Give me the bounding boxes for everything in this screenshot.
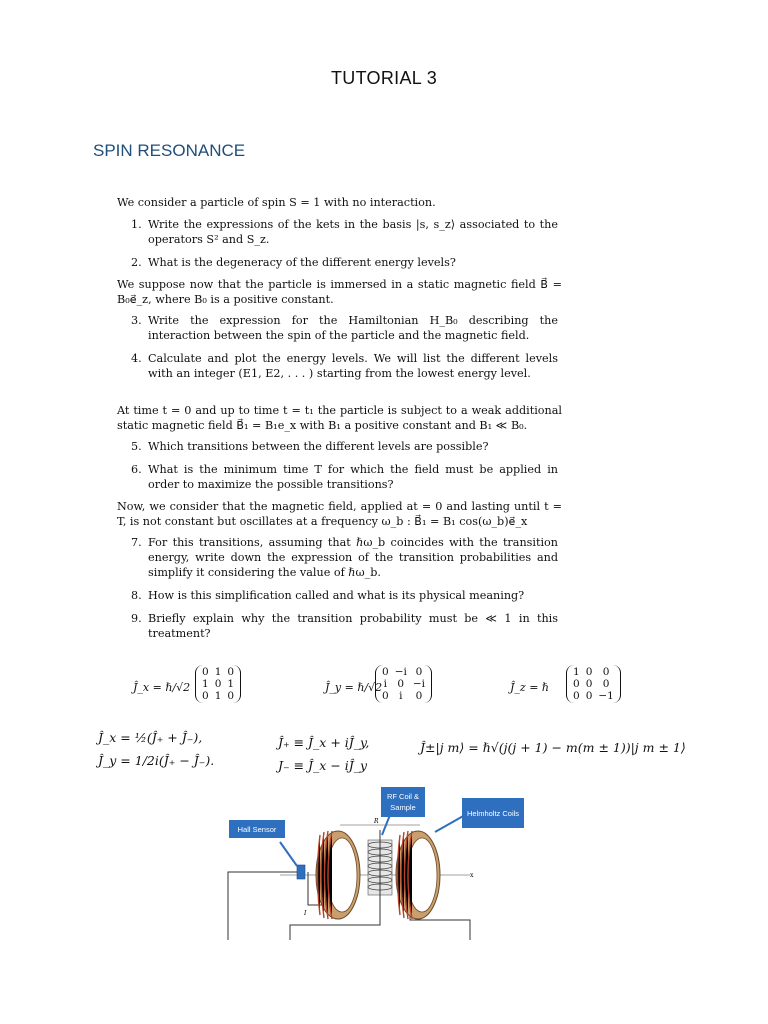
formula-jx: Ĵ_x = ½(Ĵ₊ + Ĵ₋), bbox=[98, 730, 203, 745]
matrix-cell: 0 bbox=[585, 666, 593, 678]
x-axis-label: x bbox=[470, 872, 474, 879]
question-text: Calculate and plot the energy levels. We will list the different levels with an integer (E1, E2, . . . ) starting from the lowest energy level. bbox=[148, 352, 558, 380]
matrix-cell: 0 bbox=[382, 690, 389, 702]
question-text: How is this simplification called and what is its physical meaning? bbox=[148, 589, 525, 602]
matrix-cell: 0 bbox=[602, 678, 610, 690]
jy-grid bbox=[375, 665, 432, 703]
matrix-cell: 0 bbox=[202, 666, 209, 678]
matrix-cell: 0 bbox=[202, 690, 209, 702]
question-text: Write the expressions of the kets in the basis |s, s_z⟩ associated to the operators S² and S_z. bbox=[148, 218, 558, 246]
paragraph-oscillating-field: Now, we consider that the magnetic field, applied at = 0 and lasting until t = T, is not constant but oscillates at a frequency ω_b : B⃗₁ = B₁ cos(ω_b)e⃗_x bbox=[117, 500, 562, 528]
question-text: Which transitions between the different levels are possible? bbox=[148, 440, 489, 453]
question-number: 4. bbox=[131, 352, 142, 365]
matrix-cell: i bbox=[383, 678, 388, 690]
question-text: For this transitions, assuming that ℏω_b coincides with the transition energy, write down the expression of the transition probabilities and simplify it considering the value of ℏω_b. bbox=[148, 536, 558, 579]
matrix-cell: 0 bbox=[573, 690, 580, 702]
jy-matrix bbox=[325, 665, 455, 711]
matrix-cell: 1 bbox=[227, 678, 235, 690]
current-label: I bbox=[304, 910, 307, 917]
formula-jy: Ĵ_y = 1/2i(Ĵ₊ − Ĵ₋). bbox=[98, 753, 215, 768]
question-9 bbox=[131, 611, 562, 641]
question-number: 5. bbox=[131, 440, 142, 453]
question-text: Briefly explain why the transition probability must be ≪ 1 in this treatment? bbox=[148, 612, 558, 640]
hall-sensor bbox=[297, 865, 305, 879]
question-7 bbox=[131, 535, 562, 580]
jx-label: Ĵ_x = ℏ/√2 bbox=[133, 681, 191, 694]
jx-matrix bbox=[133, 665, 253, 711]
question-text: What is the minimum time T for which the field must be applied in order to maximize the possible transitions? bbox=[148, 463, 558, 491]
question-text: Write the expression for the Hamiltonian H_B₀ describing the interaction between the spin of the particle and the magnetic field. bbox=[148, 314, 558, 342]
question-number: 6. bbox=[131, 463, 142, 476]
question-number: 2. bbox=[131, 256, 142, 269]
question-number: 7. bbox=[131, 536, 142, 549]
matrix-cell: 1 bbox=[214, 690, 222, 702]
jz-grid bbox=[566, 665, 621, 703]
jx-grid bbox=[195, 665, 241, 703]
callout-pointer bbox=[435, 815, 465, 832]
matrix-cell: 0 bbox=[585, 690, 593, 702]
question-5 bbox=[131, 439, 562, 454]
question-number: 9. bbox=[131, 612, 142, 625]
matrix-cell: 0 bbox=[602, 666, 610, 678]
matrix-cell: 0 bbox=[227, 690, 235, 702]
matrix-cell: 0 bbox=[415, 690, 423, 702]
matrix-cell: 0 bbox=[227, 666, 235, 678]
matrix-cell: 0 bbox=[397, 678, 405, 690]
matrix-cell: 0 bbox=[415, 666, 423, 678]
matrix-cell: 0 bbox=[573, 678, 580, 690]
matrix-cell: 1 bbox=[202, 678, 209, 690]
question-1 bbox=[131, 217, 562, 247]
question-number: 3. bbox=[131, 314, 142, 327]
section-heading: SPIN RESONANCE bbox=[93, 141, 246, 160]
wire bbox=[228, 872, 298, 940]
intro-paragraph: We consider a particle of spin S = 1 with no interaction. bbox=[117, 196, 436, 209]
question-3 bbox=[131, 313, 562, 343]
matrix-cell: 0 bbox=[382, 666, 389, 678]
matrix-cell: −i bbox=[394, 666, 407, 678]
question-6 bbox=[131, 462, 562, 492]
question-number: 1. bbox=[131, 218, 142, 231]
matrix-cell: 1 bbox=[214, 666, 222, 678]
question-text: What is the degeneracy of the different energy levels? bbox=[148, 256, 456, 269]
matrix-cell: 0 bbox=[214, 678, 222, 690]
paragraph-additional-field: At time t = 0 and up to time t = t₁ the particle is subject to a weak additional static magnetic field B⃗₁ = B₁e_x with B₁ a positive constant and B₁ ≪ B₀. bbox=[117, 404, 562, 432]
callout-pointer bbox=[280, 842, 297, 866]
matrix-cell: 0 bbox=[585, 678, 593, 690]
formula-ladder: Ĵ±|j m⟩ = ℏ√(j(j + 1) − m(m ± 1))|j m ± 1⟩ bbox=[420, 740, 686, 755]
matrix-cell: i bbox=[399, 690, 403, 702]
formula-jplus: Ĵ₊ ≡ Ĵ_x + iĴ_y, bbox=[278, 735, 370, 750]
formula-jminus: J₋ ≡ Ĵ_x − iĴ_y bbox=[278, 758, 368, 773]
jz-label: Ĵ_z = ℏ bbox=[510, 681, 549, 694]
separation-label: R bbox=[374, 818, 379, 825]
question-4 bbox=[131, 351, 562, 381]
callout-rf-coil: RF Coil & Sample bbox=[381, 787, 425, 817]
question-8 bbox=[131, 588, 562, 603]
matrix-cell: 1 bbox=[573, 666, 580, 678]
question-2 bbox=[131, 255, 562, 270]
paragraph-static-field: We suppose now that the particle is immersed in a static magnetic field B⃗ = B₀e⃗_z, where B₀ is a positive constant. bbox=[117, 278, 562, 306]
matrix-cell: −1 bbox=[598, 690, 614, 702]
matrix-cell: −i bbox=[412, 678, 425, 690]
question-number: 8. bbox=[131, 589, 142, 602]
jy-label: Ĵ_y = ℏ/√2 bbox=[325, 681, 383, 694]
callout-helmholtz-coils: Helmholtz Coils bbox=[462, 798, 524, 828]
jz-matrix bbox=[510, 665, 640, 711]
callout-hall-sensor: Hall Sensor bbox=[229, 820, 285, 838]
page-title: TUTORIAL 3 bbox=[330, 68, 438, 88]
